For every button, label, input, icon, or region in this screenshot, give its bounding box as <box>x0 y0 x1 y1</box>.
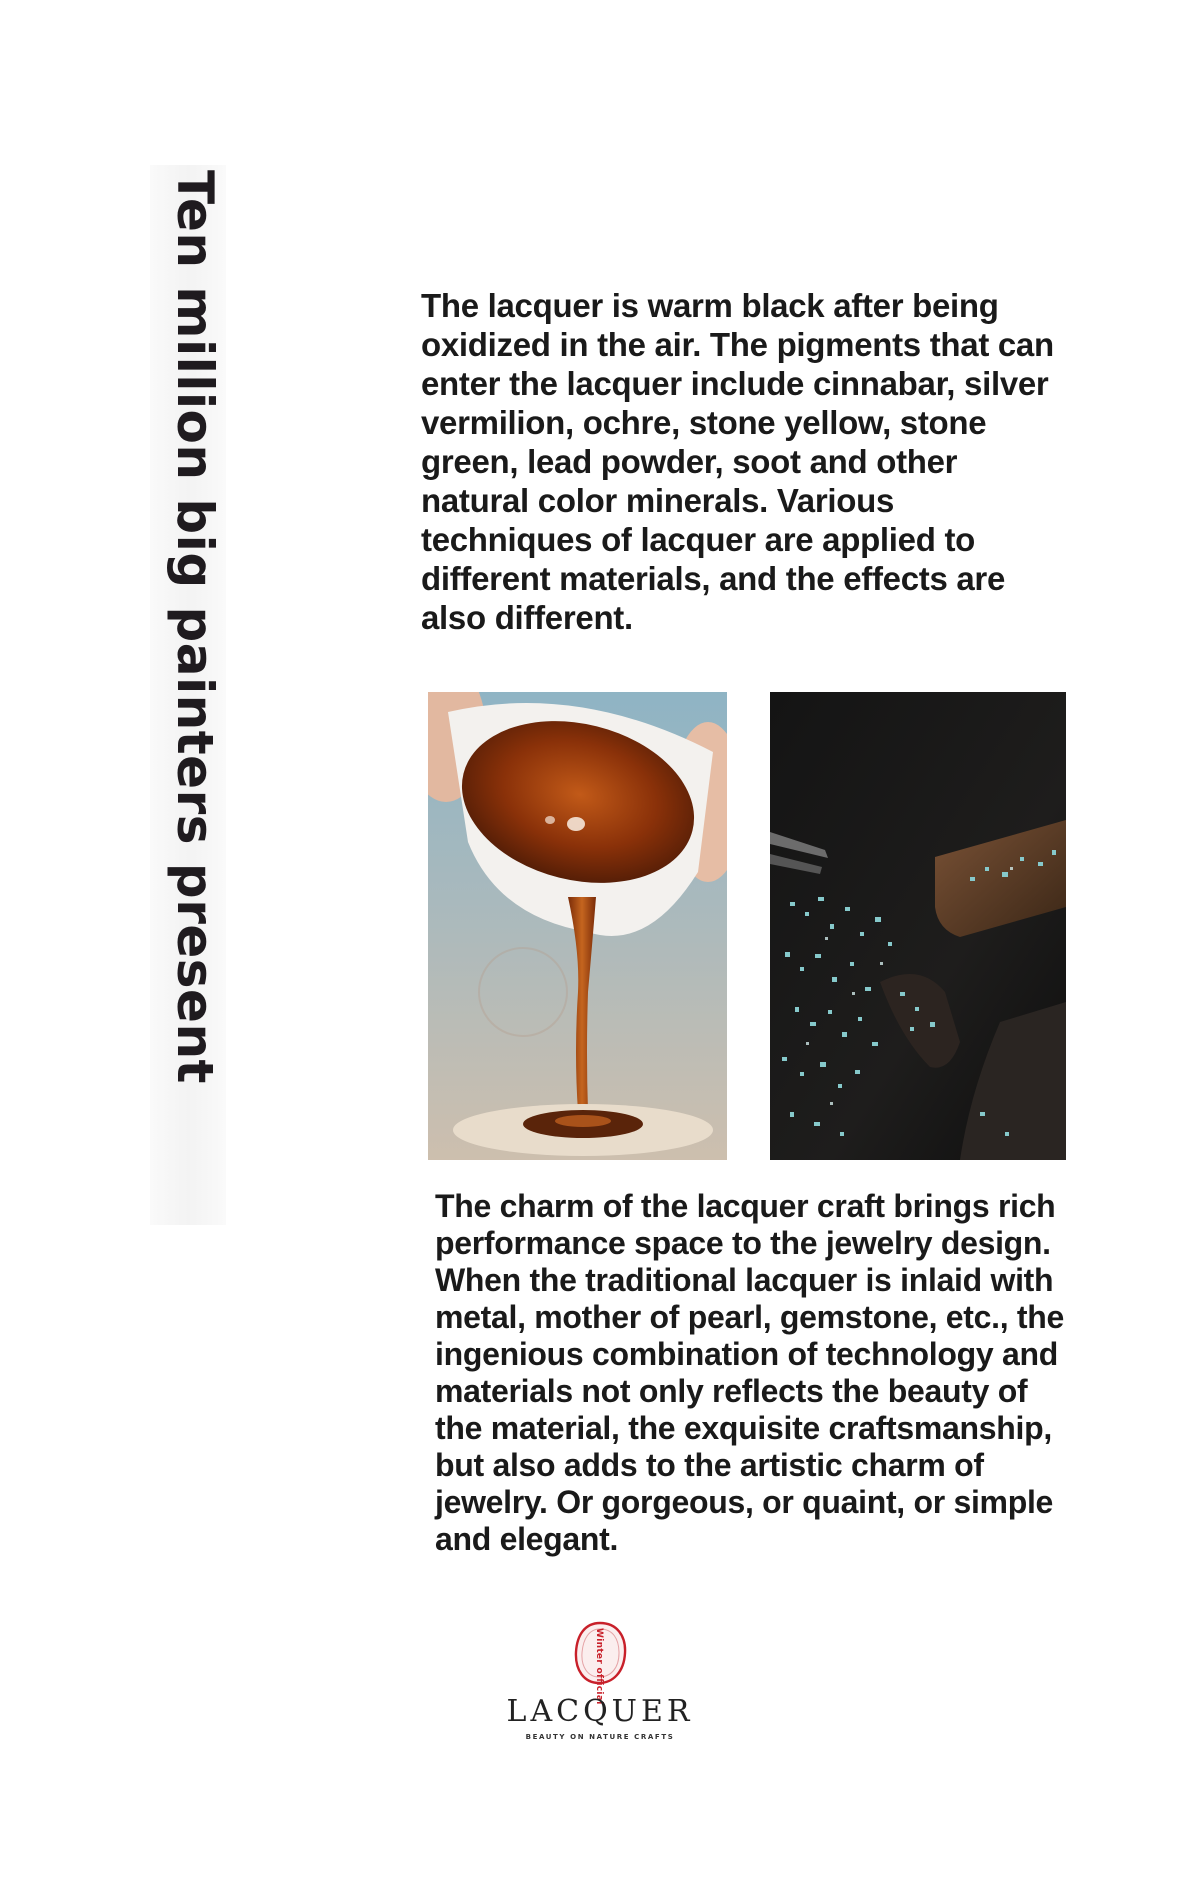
turquoise-stones-illustration <box>770 692 1066 1160</box>
photo-turquoise-stones <box>770 692 1066 1160</box>
photo-pouring-lacquer <box>428 692 727 1160</box>
seal-text: Winter official <box>594 1628 604 1705</box>
side-title: Ten million big painters present <box>166 170 224 1084</box>
charm-paragraph: The charm of the lacquer craft brings rich performance space to the jewelry design. When the traditional lacquer is inlaid with metal, mother of pearl, gemstone, etc., the ingenious combination of technology and materials not only reflects the beauty of the material, the exquisite craftsmanship, but also adds to the artistic charm of jewelry. Or gorgeous, or quaint, or simple and elegant. <box>435 1188 1065 1557</box>
intro-paragraph: The lacquer is warm black after being oxidized in the air. The pigments that can enter the lacquer include cinnabar, silver vermilion, ochre, stone yellow, stone green, lead powder, soot and other natural color minerals. Various techniques of lacquer are applied to different materials, and the effects are also different. <box>421 287 1054 636</box>
lacquer-logo <box>480 1620 720 1750</box>
brand-name: LACQUER <box>506 1694 694 1729</box>
brand-tagline: BEAUTY ON NATURE CRAFTS <box>525 1733 675 1741</box>
pouring-lacquer-illustration <box>428 692 727 1160</box>
